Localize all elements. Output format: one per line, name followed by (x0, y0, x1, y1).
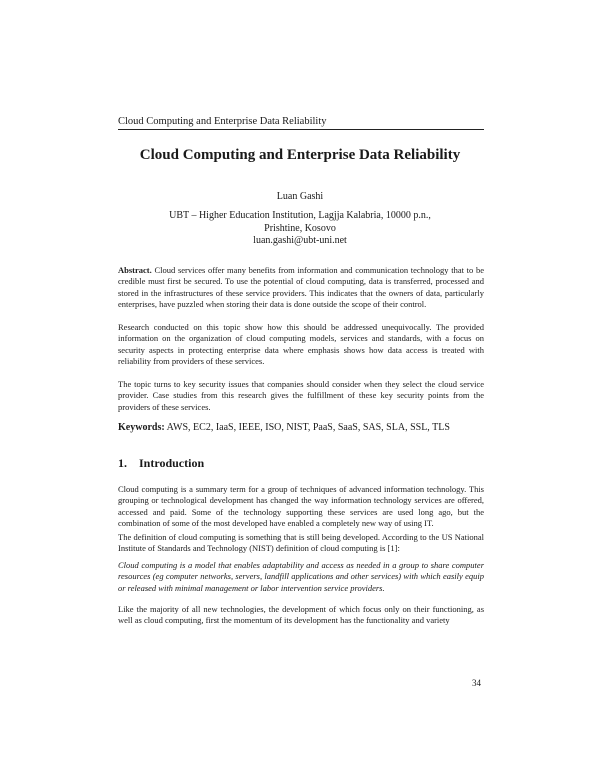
section-heading (118, 456, 204, 471)
page-number: 34 (472, 678, 481, 688)
keywords-label: Keywords: (118, 422, 165, 433)
nist-definition-quote: Cloud computing is a model that enables adaptability and access as needed in a group to share computer resources (eg computer networks, servers, landfill applications and other services) with which easily equip or released with minimal management or labor intervention service providers. (118, 560, 484, 593)
intro-paragraph-1: Cloud computing is a summary term for a group of techniques of advanced information technology. This grouping or technological development has changed the way information technology services are offered, accessed and paid. Some of the technology supporting these services are used long ago, but the combination of some of the most developed have enabled a completely new way of using IT. (118, 484, 484, 529)
paper-title: Cloud Computing and Enterprise Data Reliability (139, 147, 461, 163)
section-number: 1. (118, 456, 127, 470)
intro-paragraph-3: Like the majority of all new technologies, the development of which focus only on their functioning, as well as cloud computing, first the momentum of its development has the functionality and variety (118, 604, 484, 626)
keywords (118, 422, 484, 433)
author-email: luan.gashi@ubt-uni.net (253, 235, 347, 246)
abstract-paragraph-3: The topic turns to key security issues that companies should consider when they select the cloud service provider. Case studies from this research gives the fulfillment of these key security points from the providers of these services. (118, 379, 484, 412)
header-rule (118, 129, 484, 130)
author-affiliation (0, 210, 600, 248)
section-title: Introduction (139, 456, 205, 470)
abstract-paragraph-2: Research conducted on this topic show how this should be addressed unequivocally. The provided information on the organization of cloud computing models, services and standards, with a focus on security aspects in protecting enterprise data where emphasis shows how data access is treated with reliability from providers of these services. (118, 322, 484, 367)
running-head: Cloud Computing and Enterprise Data Reliability (118, 116, 327, 127)
keywords-text: AWS, EC2, IaaS, IEEE, ISO, NIST, PaaS, SaaS, SAS, SLA, SSL, TLS (166, 422, 450, 433)
affiliation-line-2: Prishtine, Kosovo (264, 222, 336, 234)
abstract-text-1: Cloud services offer many benefits from information and communication technology that to be credible must first be secured. To use the potential of cloud computing, data is transferred, processed and stored in the infrastructures of these service providers. This indicates that the owners of data, particularly enterprises, have puzzled when storing their data is done outside the scope of their control. (118, 265, 485, 310)
abstract-label: Abstract. (118, 265, 152, 275)
author-name: Luan Gashi (276, 191, 324, 202)
intro-paragraph-2: The definition of cloud computing is something that is still being developed. According to the US National Institute of Standards and Technology (NIST) definition of cloud computing is [1]: (118, 532, 484, 554)
abstract-paragraph-1 (118, 265, 484, 311)
affiliation-line-1: UBT – Higher Education Institution, Lagjja Kalabria, 10000 p.n., (169, 210, 431, 221)
